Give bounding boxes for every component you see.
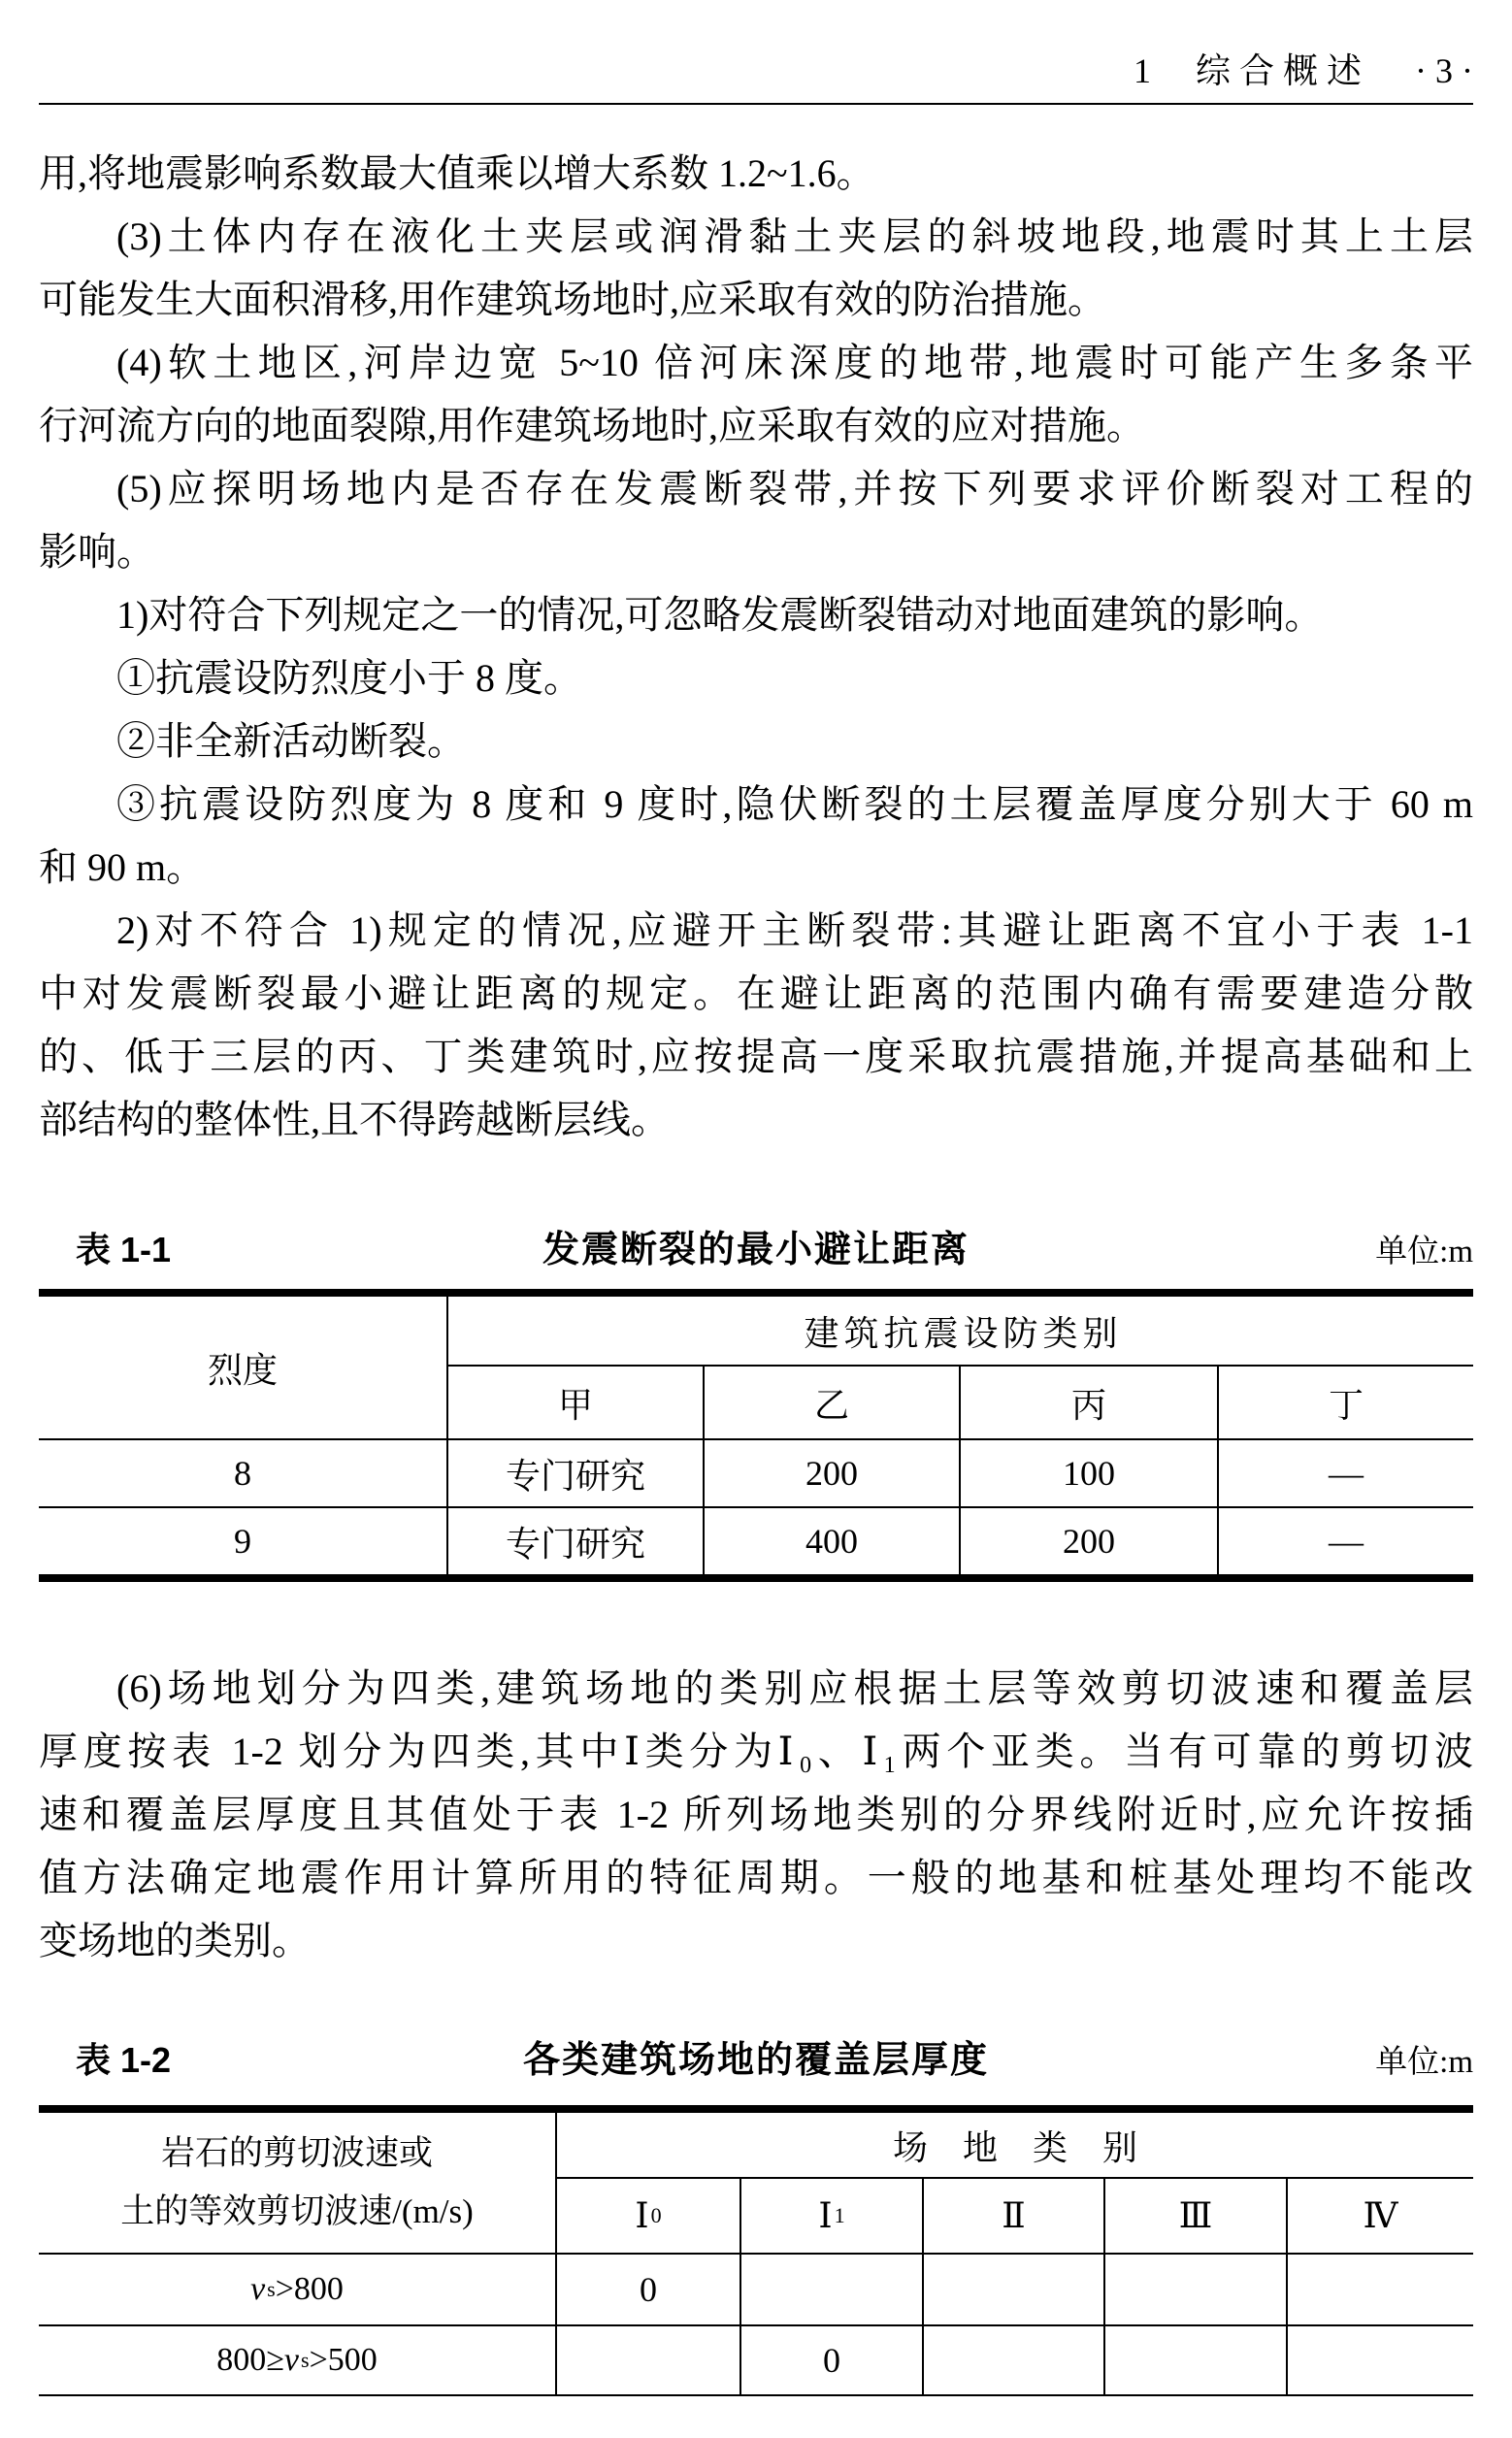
header-rule bbox=[39, 103, 1473, 105]
velocity-prefix: 800≥ bbox=[216, 2342, 284, 2378]
table1-row-header: 9 bbox=[39, 1506, 448, 1574]
table1-column-header: 甲 bbox=[557, 1385, 593, 1425]
body-line: 部结构的整体性,且不得跨越断层线。 bbox=[39, 1098, 670, 1141]
site-class-symbol: Ⅰ bbox=[635, 2196, 649, 2235]
table1-cell: 100 bbox=[959, 1438, 1217, 1506]
table1-cell: — bbox=[1217, 1506, 1473, 1574]
body-text-mid bbox=[39, 1657, 1473, 1972]
table2-column-header: Ⅰ 1 bbox=[740, 2179, 922, 2253]
body-line: (4)软土地区,河岸边宽 5~10 倍河床深度的地带,地震时可能产生多条平 bbox=[116, 341, 1473, 384]
body-line: (5)应探明场地内是否存在发震断裂带,并按下列要求评价断裂对工程的 bbox=[116, 467, 1473, 511]
table1-column-header: 丁 bbox=[1217, 1367, 1473, 1438]
table2-corner-header-line1: 岩石的剪切波速或 bbox=[160, 2134, 433, 2172]
table2-column-header bbox=[922, 2179, 1103, 2253]
velocity-variable: v bbox=[283, 2342, 299, 2378]
table1-cell: 200 bbox=[959, 1506, 1217, 1574]
body-line: (3)土体内存在液化土夹层或润滑黏土夹层的斜坡地段,地震时其上土层 bbox=[116, 214, 1473, 258]
body-line: 的、低于三层的丙、丁类建筑时,应按提高一度采取抗震措施,并提高基础和上 bbox=[39, 1035, 1473, 1078]
table1-cell: 专门研究 bbox=[448, 1506, 703, 1574]
body-text-top bbox=[39, 142, 1473, 1151]
table2-cell bbox=[1103, 2253, 1286, 2324]
site-class-symbol: Ⅲ bbox=[1178, 2196, 1213, 2235]
body-line: ①抗震设防烈度小于 8 度。 bbox=[116, 656, 582, 700]
table2-cell bbox=[1286, 2324, 1473, 2394]
page-header bbox=[39, 0, 1473, 91]
table1-corner-header: 烈度 bbox=[39, 1297, 448, 1438]
table1-row-header: 8 bbox=[39, 1438, 448, 1506]
table2-caption bbox=[39, 2029, 1473, 2081]
table-site-overburden-thickness bbox=[39, 2105, 1473, 2396]
table2-cell bbox=[922, 2324, 1103, 2394]
table1-column-header: 乙 bbox=[703, 1367, 959, 1438]
table2-caption-unit: 单位:m bbox=[1375, 2045, 1473, 2080]
body-line: 可能发生大面积滑移,用作建筑场地时,应采取有效的防治措施。 bbox=[39, 278, 1106, 321]
chapter-title: 综合概述 bbox=[1196, 51, 1371, 90]
body-line: 值方法确定地震作用计算所用的特征周期。一般的地基和桩基处理均不能改 bbox=[39, 1856, 1473, 1899]
table2-caption-label: 表 1-2 bbox=[76, 2040, 172, 2080]
body-line: 厚度按表 1-2 划分为四类,其中Ⅰ类分为Ⅰ₀、Ⅰ₁两个亚类。当有可靠的剪切波 bbox=[39, 1730, 1473, 1773]
table1-group-header: 建筑抗震设防类别 bbox=[448, 1297, 1473, 1367]
table1-cell: 200 bbox=[703, 1438, 959, 1506]
body-line: 影响。 bbox=[39, 530, 155, 574]
table2-cell bbox=[740, 2253, 922, 2324]
table1-caption bbox=[39, 1219, 1473, 1268]
body-line: 中对发震断裂最小避让距离的规定。在避让距离的范围内确有需要建造分散 bbox=[39, 972, 1473, 1015]
body-line: 2)对不符合 1)规定的情况,应避开主断裂带:其避让距离不宜小于表 1-1 bbox=[116, 908, 1473, 952]
table2-cell bbox=[1286, 2253, 1473, 2324]
table1-caption-title: 发震断裂的最小避让距离 bbox=[542, 1230, 970, 1270]
table2-group-header: 场地类别 bbox=[557, 2113, 1473, 2179]
table1-caption-unit: 单位:m bbox=[1375, 1235, 1473, 1269]
body-line: (6)场地划分为四类,建筑场地的类别应根据土层等效剪切波速和覆盖层 bbox=[116, 1666, 1473, 1710]
body-line: 变场地的类别。 bbox=[39, 1919, 311, 1962]
table2-column-header bbox=[1286, 2179, 1473, 2253]
table2-cell: 0 bbox=[740, 2324, 922, 2394]
site-class-symbol: Ⅰ bbox=[818, 2196, 833, 2235]
body-line: 行河流方向的地面裂隙,用作建筑场地时,应采取有效的应对措施。 bbox=[39, 404, 1145, 447]
body-line: 1)对符合下列规定之一的情况,可忽略发震断裂错动对地面建筑的影响。 bbox=[116, 593, 1324, 637]
body-line: ②非全新活动断裂。 bbox=[116, 719, 466, 763]
table1-cell: 专门研究 bbox=[448, 1438, 703, 1506]
page-number: · 3 · bbox=[1415, 51, 1473, 90]
velocity-suffix: >500 bbox=[309, 2342, 378, 2378]
velocity-suffix: >800 bbox=[275, 2271, 344, 2307]
table2-corner-header-line2: 土的等效剪切波速/(m/s) bbox=[120, 2192, 474, 2230]
table-min-avoidance-distance bbox=[39, 1289, 1473, 1582]
body-line: 用,将地震影响系数最大值乘以增大系数 1.2~1.6。 bbox=[39, 151, 875, 195]
table2-corner-header bbox=[39, 2113, 557, 2253]
body-line: 和 90 m。 bbox=[39, 845, 206, 889]
site-class-symbol: Ⅱ bbox=[1002, 2196, 1026, 2235]
table2-cell bbox=[922, 2253, 1103, 2324]
table1-cell: — bbox=[1217, 1438, 1473, 1506]
table2-caption-title: 各类建筑场地的覆盖层厚度 bbox=[522, 2040, 989, 2081]
table1-column-header: 丙 bbox=[959, 1367, 1217, 1438]
table2-cell bbox=[557, 2324, 740, 2394]
table2-column-header: Ⅰ 0 bbox=[635, 2196, 662, 2235]
site-class-symbol: Ⅳ bbox=[1363, 2196, 1398, 2235]
table2-column-header bbox=[1103, 2179, 1286, 2253]
body-line: ③抗震设防烈度为 8 度和 9 度时,隐伏断裂的土层覆盖厚度分别大于 60 m bbox=[116, 782, 1473, 826]
table2-row-header: 800≥ v s >500 bbox=[39, 2324, 557, 2394]
table2-row-header: v s >800 bbox=[39, 2253, 557, 2324]
table2-cell: 0 bbox=[557, 2253, 740, 2324]
body-line: 速和覆盖层厚度且其值处于表 1-2 所列场地类别的分界线附近时,应允许按插 bbox=[39, 1793, 1473, 1836]
table1-cell: 400 bbox=[703, 1506, 959, 1574]
table2-cell bbox=[1103, 2324, 1286, 2394]
chapter-number: 1 bbox=[1134, 51, 1151, 90]
velocity-variable: v bbox=[250, 2271, 266, 2307]
table1-caption-label: 表 1-1 bbox=[76, 1230, 172, 1269]
